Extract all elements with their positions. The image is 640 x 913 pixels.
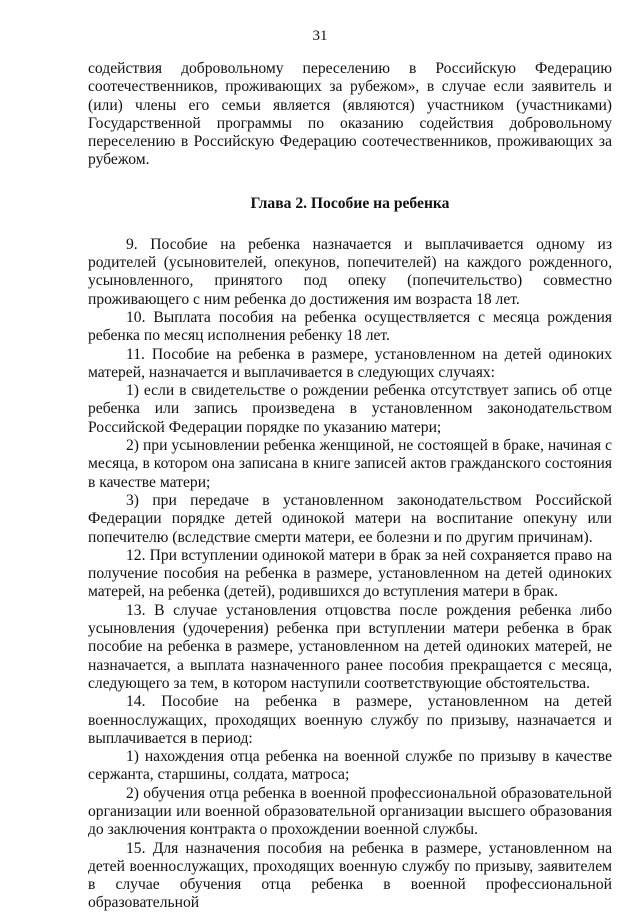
paragraph-item-12: 12. При вступлении одинокой матери в брак за ней сохраняется право на получение пособия на ребенка в размере, установленном на детей одиноких матерей, на ребенка (детей), родившихся до вступления матери в брак. bbox=[88, 546, 612, 601]
paragraph-subitem-11-1: 1) если в свидетельстве о рождении ребенка отсутствует запись об отце ребенка или запись произведена в установленном законодательством Российской Федерации порядке по указанию матери; bbox=[88, 382, 612, 436]
paragraph-subitem-11-2: 2) при усыновлении ребенка женщиной, не состоящей в браке, начиная с месяца, в котором она записана в книге записей актов гражданского состояния в качестве матери; bbox=[88, 437, 612, 491]
paragraph-subitem-11-3: 3) при передаче в установленном законодательством Российской Федерации порядке детей одинокой матери на воспитание опекуну или попечителю (вследствие смерти матери, ее болезни и по другим причинам). bbox=[88, 491, 612, 546]
page-number: 31 bbox=[312, 28, 328, 44]
paragraph-continuation: содействия добровольному переселению в Российскую Федерацию соотечественников, проживающих за рубежом», в случае если заявитель и (или) члены его семьи является (являются) участником (участниками) Государственной программы по оказанию содействия добровольному переселению в Российскую Федерацию соотечественников, проживающих за рубежом. bbox=[88, 60, 612, 169]
paragraph-item-11: 11. Пособие на ребенка в размере, установленном на детей одиноких матерей, назначается и выплачивается в следующих случаях: bbox=[88, 345, 612, 381]
paragraph-item-10: 10. Выплата пособия на ребенка осуществляется с месяца рождения ребенка по месяц исполнения ребенку 18 лет. bbox=[88, 308, 612, 345]
paragraph-subitem-14-2: 2) обучения отца ребенка в военной профессиональной образовательной организации или военной образовательной организации высшего образования до заключения контракта о прохождении военной службы. bbox=[88, 784, 612, 839]
paragraph-subitem-14-1: 1) нахождения отца ребенка на военной службе по призыву в качестве сержанта, старшины, солдата, матроса; bbox=[88, 748, 612, 784]
document-body bbox=[88, 60, 612, 913]
paragraph-item-15: 15. Для назначения пособия на ребенка в размере, установленном на детей военнослужащих, проходящих военную службу по призыву, заявителем в случае обучения отца ребенка в военной профессиональной образовательной bbox=[88, 839, 612, 912]
chapter-heading: Глава 2. Пособие на ребенка bbox=[250, 194, 450, 212]
paragraph-item-13: 13. В случае установления отцовства после рождения ребенка либо усыновления (удочерения) ребенка при вступлении матери ребенка в брак пособие на ребенка в размере, установленном на детей одиноких матерей, не назначается, а выплата назначенного ранее пособия прекращается с месяца, следующего за тем, в котором наступили соответствующие обстоятельства. bbox=[88, 601, 612, 692]
paragraph-item-14: 14. Пособие на ребенка в размере, установленном на детей военнослужащих, проходящих военную службу по призыву, назначается и выплачивается в период: bbox=[88, 693, 612, 747]
paragraph-item-9: 9. Пособие на ребенка назначается и выплачивается одному из родителей (усыновителей, опекунов, попечителей) на каждого рожденного, усыновленного, принятого под опеку (попечительство) совместно проживающего с ним ребенка до достижения им возраста 18 лет. bbox=[88, 235, 612, 308]
